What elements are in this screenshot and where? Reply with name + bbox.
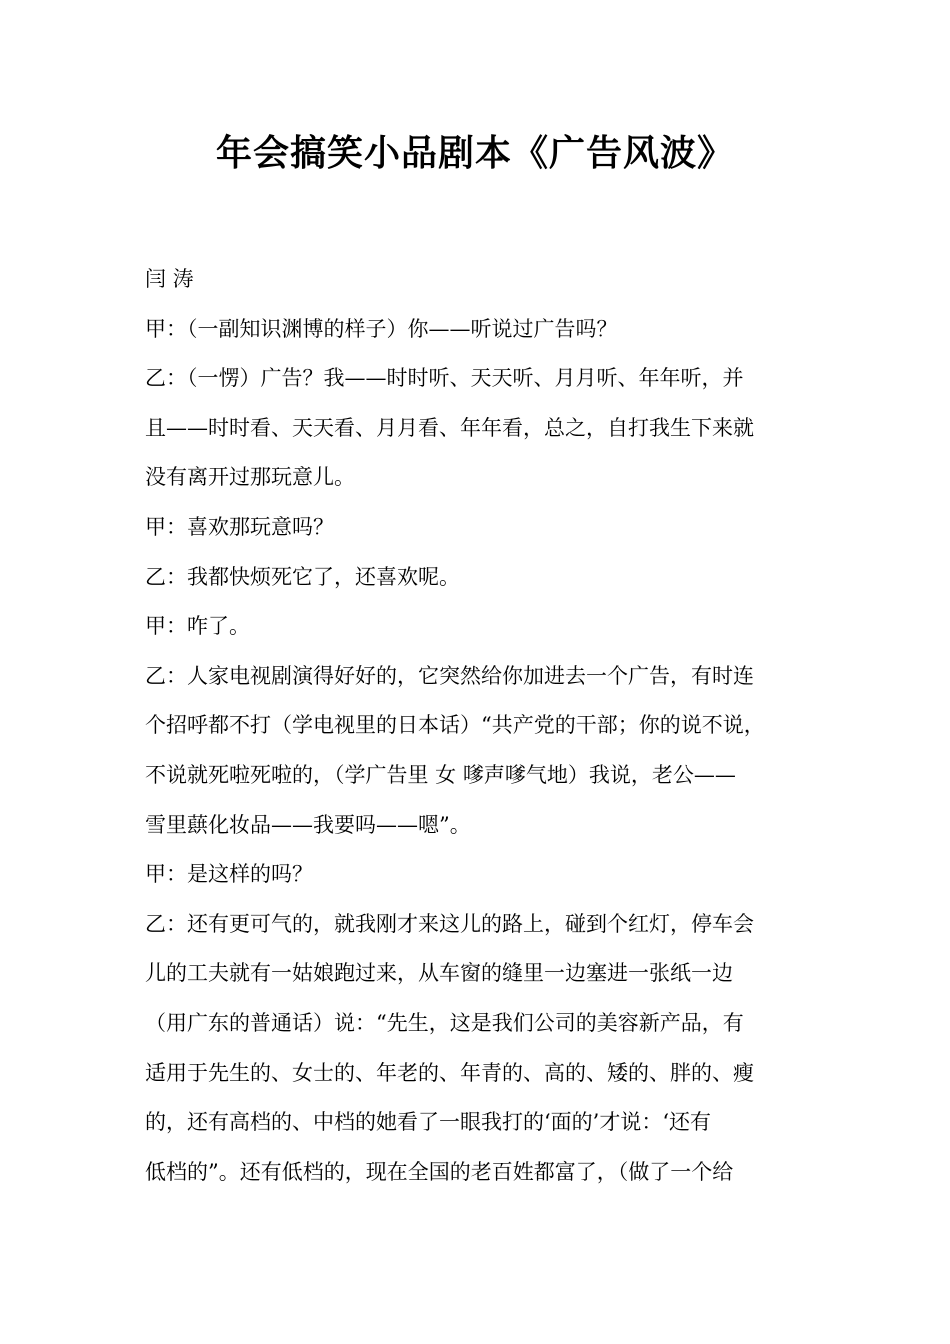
text-line: 的，还有高档的、中档的她看了一眼我打的‘面的’才说：‘还有 [145,1110,712,1135]
text-line: 雪里蕻化妆品——我要吗——嗯”。 [145,812,471,837]
text-line: （用广东的普通话）说：“先生，这是我们公司的美容新产品，有 [145,1010,744,1035]
text-line: 甲：（一副知识渊博的样子）你——听说过广告吗？ [145,316,618,341]
document-body [145,255,809,1197]
text-line: 没有离开过那玩意儿。 [145,465,355,490]
text-line: 个招呼都不打（学电视里的日本话）“共产党的干部；你的说不说， [145,713,765,738]
text-line: 甲：喜欢那玩意吗？ [145,514,334,539]
document-title: 年会搞笑小品剧本《广告风波》 [215,133,734,174]
text-line: 且——时时看、天天看、月月看、年年看，总之，自打我生下来就 [145,415,754,440]
text-line: 不说就死啦死啦的，（学广告里 女 嗲声嗲气地）我说，老公—— [145,762,736,787]
text-line: 乙：（一愣）广告？我——时时听、天天听、月月听、年年听，并 [145,366,744,391]
text-line: 甲：是这样的吗？ [145,862,313,887]
text-line: 适用于先生的、女士的、年老的、年青的、高的、矮的、胖的、瘦 [145,1060,754,1085]
text-line: 儿的工夫就有一姑娘跑过来，从车窗的缝里一边塞进一张纸一边 [145,961,733,986]
text-line: 低档的”。还有低档的，现在全国的老百姓都富了，（做了一个给 [145,1159,734,1184]
text-line: 乙：还有更可气的，就我刚才来这儿的路上，碰到个红灯，停车会 [145,911,754,936]
text-line: 乙：我都快烦死它了，还喜欢呢。 [145,564,460,589]
author-line: 闫 涛 [145,267,194,291]
text-line: 甲：咋了。 [145,614,250,639]
text-line: 乙：人家电视剧演得好好的，它突然给你加进去一个广告，有时连 [145,663,754,688]
